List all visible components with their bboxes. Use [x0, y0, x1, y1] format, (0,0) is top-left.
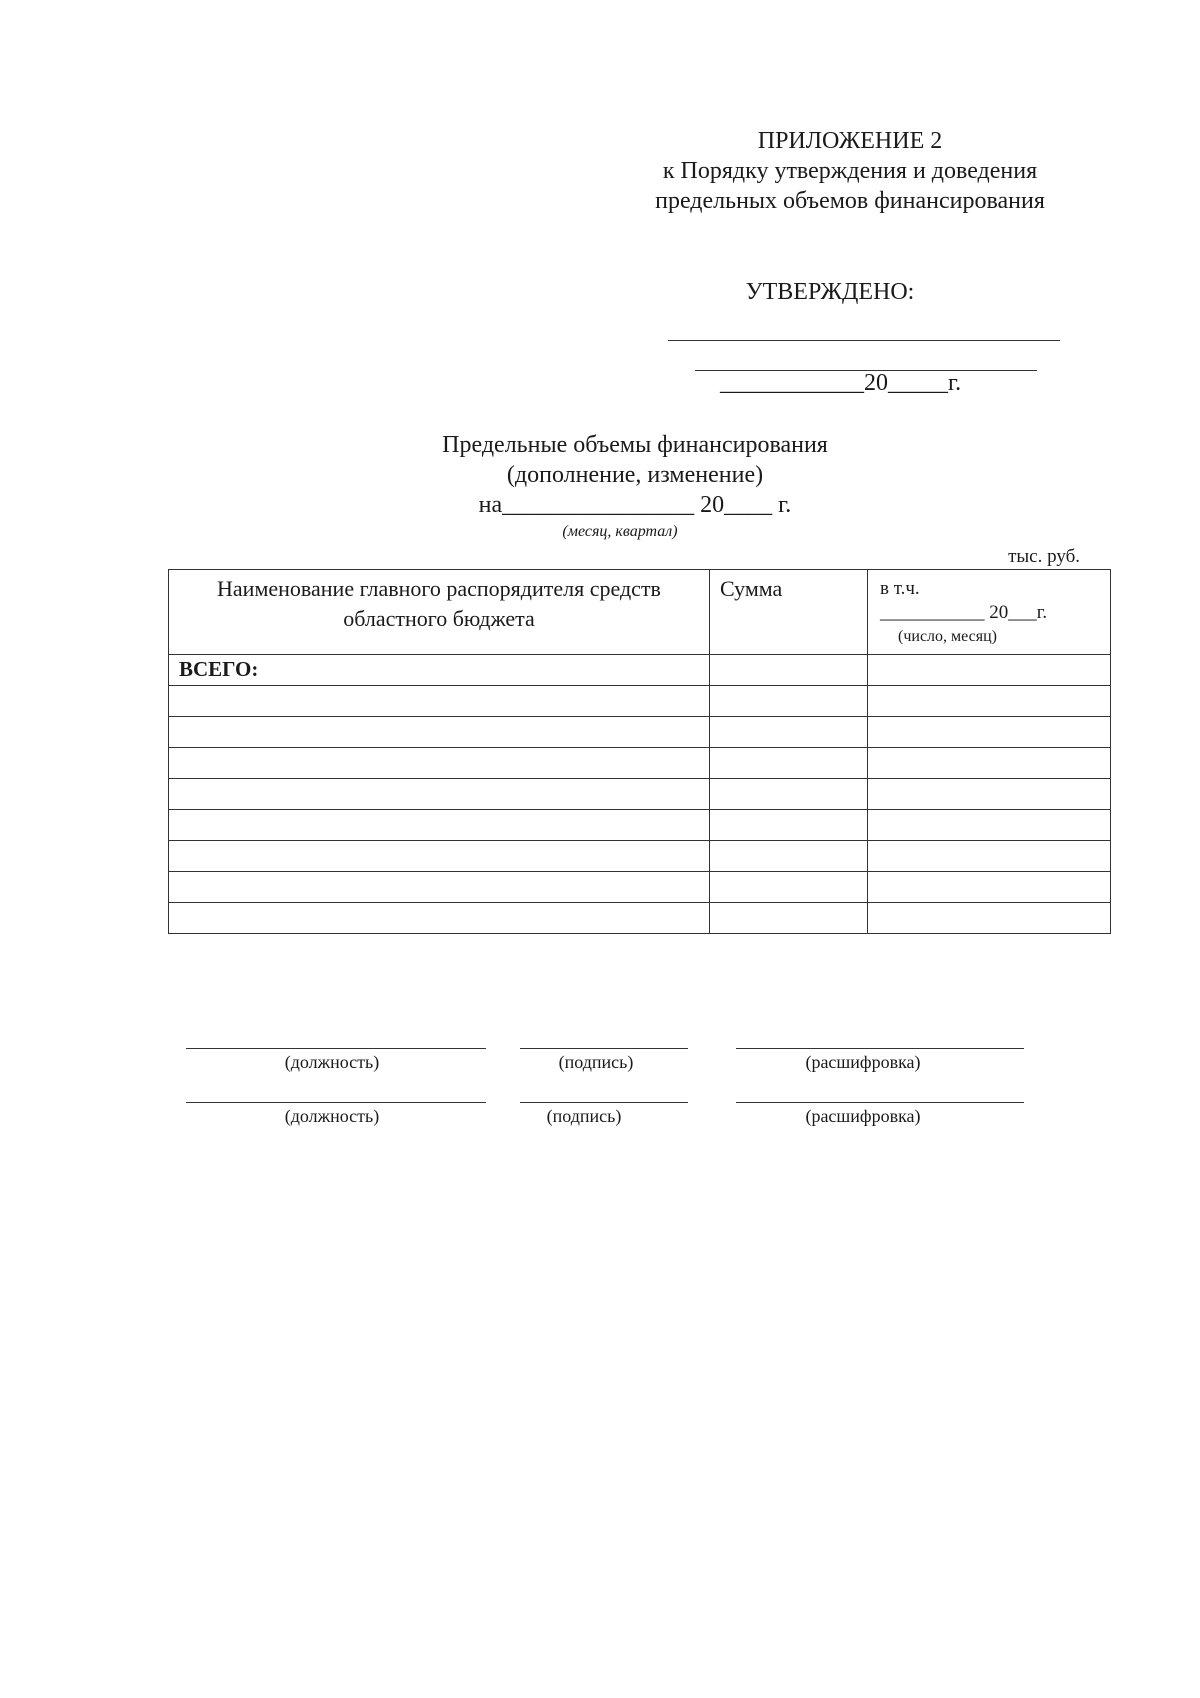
approver-position-line: [668, 340, 1060, 341]
including-cell: [868, 841, 1111, 872]
sum-cell: [710, 903, 868, 934]
header-including: [868, 570, 1111, 655]
header-sum: Сумма: [710, 570, 868, 655]
appendix-reference-line2: предельных объемов финансирования: [655, 188, 1045, 214]
signature-caption: (подпись): [546, 1106, 622, 1126]
approved-label: УТВЕРЖДЕНО:: [745, 279, 915, 305]
decoding-caption: (расшифровка): [805, 1052, 921, 1072]
table-row: [169, 841, 1111, 872]
appendix-title: ПРИЛОЖЕНИЕ 2: [757, 128, 943, 154]
decoding-line: [736, 1048, 1024, 1049]
decoding-caption: (расшифровка): [805, 1106, 921, 1126]
including-cell: [868, 872, 1111, 903]
sum-cell: [710, 748, 868, 779]
document-subtitle: (дополнение, изменение): [506, 462, 764, 488]
decoding-line: [736, 1102, 1024, 1103]
table-row: [169, 748, 1111, 779]
table-row: [169, 717, 1111, 748]
sum-cell: [710, 841, 868, 872]
name-cell: [169, 810, 710, 841]
table-header-row: [169, 570, 1111, 655]
table-row: [169, 903, 1111, 934]
units-label: тыс. руб.: [1008, 546, 1080, 567]
table-row: [169, 810, 1111, 841]
header-name: Наименование главного распорядителя средств областного бюджета: [169, 570, 710, 655]
name-cell: [169, 717, 710, 748]
header-including-date: ___________ 20___г.: [880, 602, 1048, 623]
name-cell: [169, 748, 710, 779]
table-row: [169, 686, 1111, 717]
sum-cell: [710, 810, 868, 841]
document-title: Предельные объемы финансирования: [442, 432, 828, 458]
including-cell: [868, 748, 1111, 779]
sum-cell: [710, 779, 868, 810]
position-caption: (должность): [284, 1052, 380, 1072]
header-including-hint: (число, месяц): [898, 628, 997, 645]
table-row: [169, 872, 1111, 903]
name-cell: [169, 841, 710, 872]
total-row: [169, 655, 1111, 686]
document-period: на________________ 20____ г.: [478, 492, 792, 518]
signature-line: [520, 1048, 688, 1049]
including-cell: [868, 779, 1111, 810]
position-line: [186, 1102, 486, 1103]
sum-cell: [710, 686, 868, 717]
including-cell: [868, 686, 1111, 717]
total-sum-cell: [710, 655, 868, 686]
sum-cell: [710, 872, 868, 903]
sum-cell: [710, 717, 868, 748]
financing-table: [168, 569, 1111, 934]
signature-caption: (подпись): [558, 1052, 634, 1072]
name-cell: [169, 872, 710, 903]
table-row: [169, 779, 1111, 810]
period-hint: (месяц, квартал): [562, 523, 678, 540]
signature-line: [520, 1102, 688, 1103]
including-cell: [868, 903, 1111, 934]
name-cell: [169, 903, 710, 934]
name-cell: [169, 686, 710, 717]
total-including-cell: [868, 655, 1111, 686]
header-including-label: в т.ч.: [880, 578, 920, 599]
name-cell: [169, 779, 710, 810]
approval-date: ____________20_____г.: [720, 370, 962, 396]
including-cell: [868, 810, 1111, 841]
appendix-reference-line1: к Порядку утверждения и доведения: [662, 158, 1038, 184]
including-cell: [868, 717, 1111, 748]
total-label: ВСЕГО:: [169, 655, 710, 686]
position-caption: (должность): [284, 1106, 380, 1126]
position-line: [186, 1048, 486, 1049]
